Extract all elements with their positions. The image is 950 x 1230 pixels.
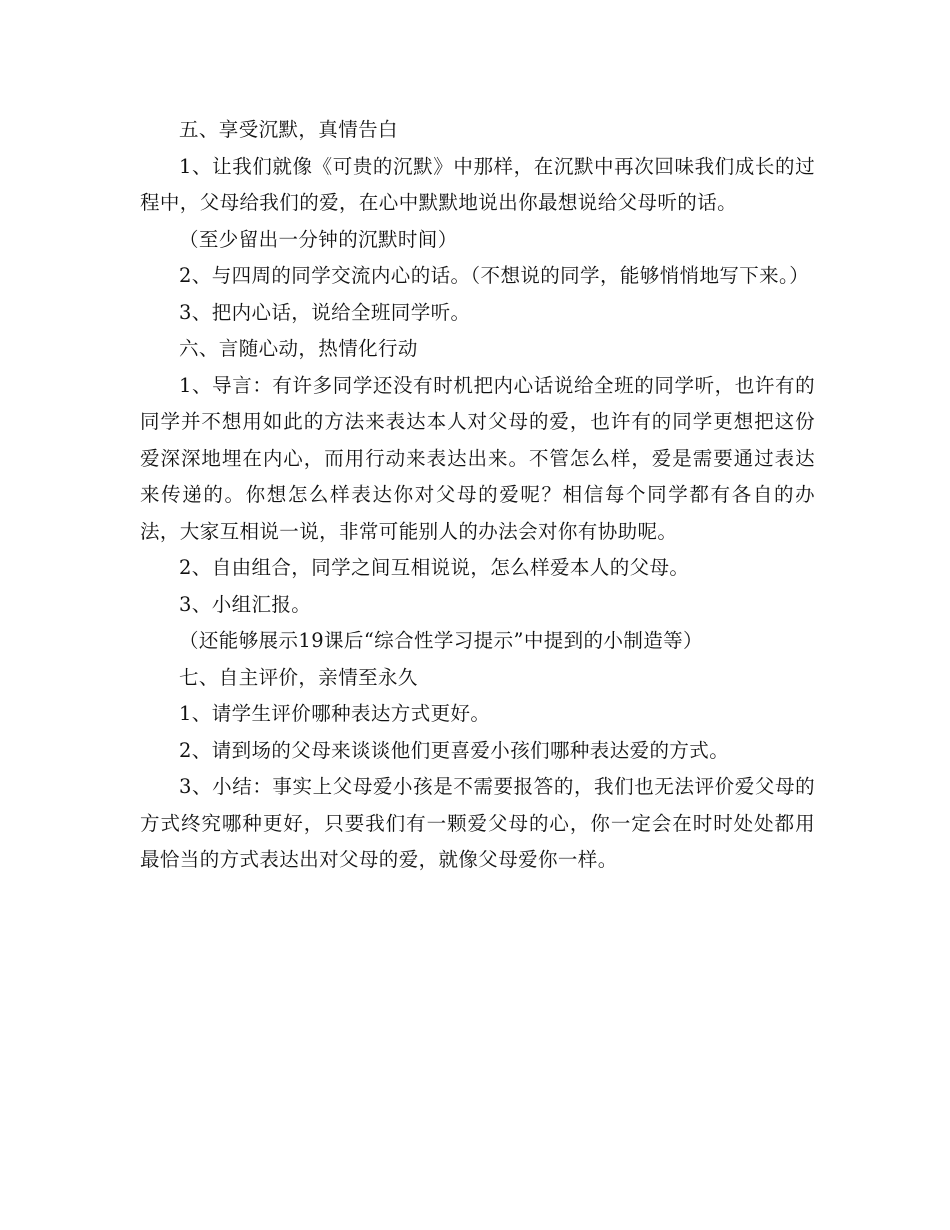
paragraph-6-1: 1、导言：有许多同学还没有时机把内心话说给全班的同学听，也许有的同学并不想用如此的方法来表达本人对父母的爱，也许有的同学更想把这份爱深深地埋在内心，而用行动来表达出来。不管怎么样，爱是需要通过表达来传递的。你想怎么样表达你对父母的爱呢？相信每个同学都有各自的办法，大家互相说一说，非常可能别人的办法会对你有协助呢。 <box>140 373 815 543</box>
paragraph-5-2: 2、与四周的同学交流内心的话。（不想说的同学，能够悄悄地写下来。） <box>179 264 810 287</box>
paragraph-note-display: （还能够展示19课后“综合性学习提示”中提到的小制造等） <box>179 629 703 652</box>
paragraph-7-2: 2、请到场的父母来谈谈他们更喜爱小孩们哪种表达爱的方式。 <box>179 738 730 762</box>
section-heading-7: 七、自主评价，亲情至永久 <box>179 665 418 689</box>
paragraph-6-3: 3、小组汇报。 <box>179 592 312 616</box>
paragraph-7-1: 1、请学生评价哪种表达方式更好。 <box>179 702 491 725</box>
paragraph-5-3: 3、把内心话，说给全班同学听。 <box>179 300 471 324</box>
paragraph-5-1: 1、让我们就像《可贵的沉默》中那样，在沉默中再次回味我们成长的过程中，父母给我们的爱，在心中默默地说出你最想说给父母听的话。 <box>140 154 815 214</box>
document-body <box>140 112 815 879</box>
paragraph-note-silence: （至少留出一分钟的沉默时间） <box>179 227 458 251</box>
paragraph-7-3: 3、小结：事实上父母爱小孩是不需要报答的，我们也无法评价爱父母的方式终究哪种更好，只要我们有一颗爱父母的心，你一定会在时时处处都用最恰当的方式表达出对父母的爱，就像父母爱你一样。 <box>140 775 815 871</box>
paragraph-6-2: 2、自由组合，同学之间互相说说，怎么样爱本人的父母。 <box>179 556 690 579</box>
section-heading-5: 五、享受沉默，真情告白 <box>179 118 398 141</box>
section-heading-6: 六、言随心动，热情化行动 <box>179 337 418 360</box>
